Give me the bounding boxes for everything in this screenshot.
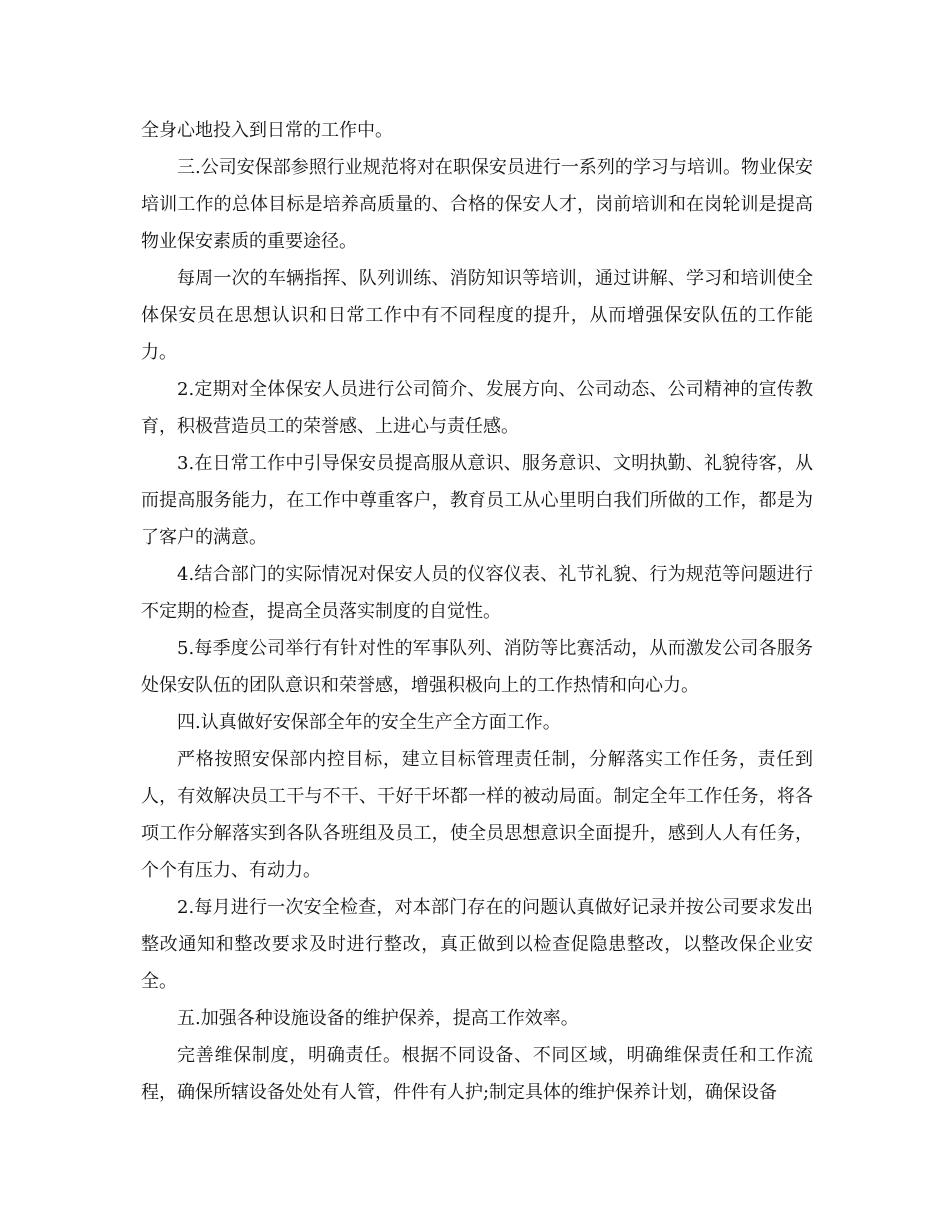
paragraph-section-four: 四.认真做好安保部全年的安全生产全方面工作。 [177, 712, 561, 733]
paragraph-item-2-education: 2.定期对全体保安人员进行公司简介、发展方向、公司动态、公司精神的宣传教育，积极营造员工的荣誉感、上进心与责任感。 [141, 379, 813, 437]
paragraph-section-three: 三.公司安保部参照行业规范将对在职保安员进行一系列的学习与培训。物业保安培训工作的总体目标是培养高质量的、合格的保安人才，岗前培训和在岗轮训是提高物业保安素质的重要途径。 [141, 157, 813, 252]
paragraph-responsibility: 严格按照安保部内控目标，建立目标管理责任制，分解落实工作任务，责任到人，有效解决员工干与不干、干好干坏都一样的被动局面。制定全年工作任务，将各项工作分解落实到各队各班组及员工，使全员思想意识全面提升，感到人人有任务，个个有压力、有动力。 [141, 749, 813, 881]
document-body [141, 112, 813, 1111]
paragraph-weekly-training: 每周一次的车辆指挥、队列训练、消防知识等培训，通过讲解、学习和培训使全体保安员在思想认识和日常工作中有不同程度的提升，从而增强保安队伍的工作能力。 [141, 268, 813, 363]
paragraph-item-5-competition: 5.每季度公司举行有针对性的军事队列、消防等比赛活动，从而激发公司各服务处保安队伍的团队意识和荣誉感，增强积极向上的工作热情和向心力。 [141, 638, 813, 696]
paragraph-item-3-service: 3.在日常工作中引导保安员提高服从意识、服务意识、文明执勤、礼貌待客，从而提高服务能力，在工作中尊重客户，教育员工从心里明白我们所做的工作，都是为了客户的满意。 [141, 453, 813, 548]
paragraph-section-five: 五.加强各种设施设备的维护保养，提高工作效率。 [177, 1008, 579, 1029]
paragraph-maintenance: 完善维保制度，明确责任。根据不同设备、不同区域，明确维保责任和工作流程，确保所辖设备处处有人管，件件有人护;制定具体的维护保养计划，确保设备 [141, 1045, 813, 1103]
paragraph-item-2-monthly-check: 2.每月进行一次安全检查，对本部门存在的问题认真做好记录并按公司要求发出整改通知和整改要求及时进行整改，真正做到以检查促隐患整改，以整改保企业安全。 [141, 897, 813, 992]
paragraph-item-4-inspection: 4.结合部门的实际情况对保安人员的仪容仪表、礼节礼貌、行为规范等问题进行不定期的检查，提高全员落实制度的自觉性。 [141, 564, 813, 622]
paragraph-continuation: 全身心地投入到日常的工作中。 [141, 120, 393, 141]
